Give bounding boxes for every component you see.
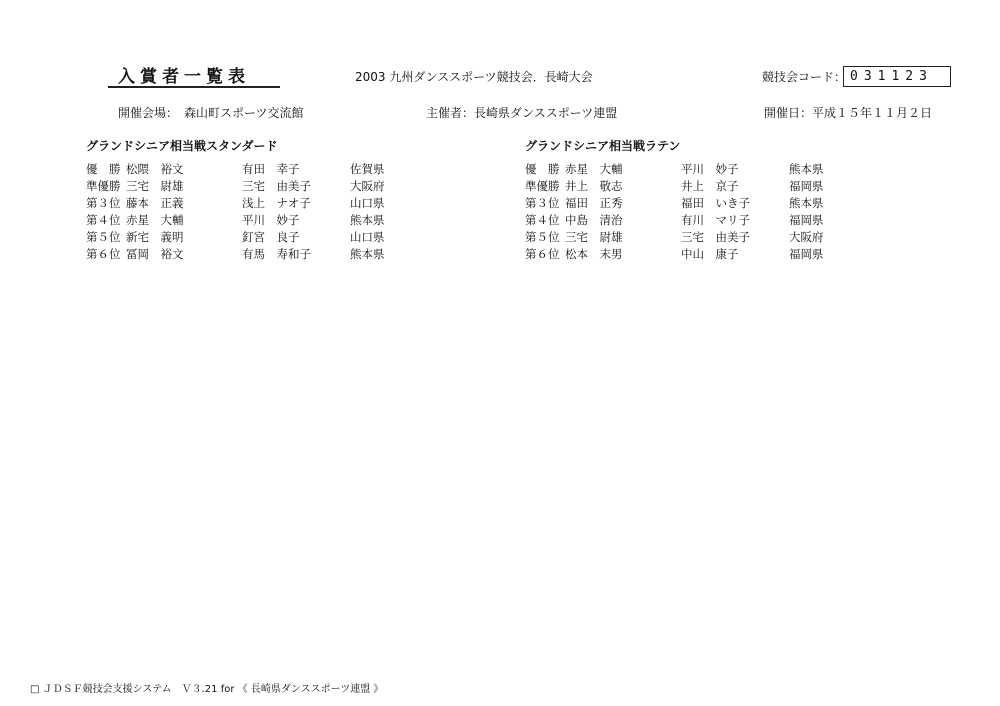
competition-code-label: 競技会コード： [762, 70, 847, 84]
partner-name: 三宅 由美子 [242, 179, 311, 193]
prefecture: 熊本県 [350, 213, 385, 227]
partner-name: 福田 いき子 [681, 196, 750, 210]
leader-name: 新宅 義明 [126, 230, 184, 244]
prefecture: 福岡県 [789, 179, 824, 193]
prefecture: 大阪府 [789, 230, 824, 244]
leader-name: 藤本 正義 [126, 196, 184, 210]
rank: 第３位 [86, 196, 121, 210]
leader-name: 井上 敬志 [565, 179, 623, 193]
prefecture: 山口県 [350, 230, 385, 244]
leader-name: 中島 清治 [565, 213, 623, 227]
partner-name: 有田 幸子 [242, 162, 300, 176]
venue: 開催会場： 森山町スポーツ交流館 [118, 106, 304, 120]
prefecture: 福岡県 [789, 247, 824, 261]
rank: 第４位 [525, 213, 560, 227]
prefecture: 熊本県 [350, 247, 385, 261]
leader-name: 三宅 尉雄 [126, 179, 184, 193]
prefecture: 福岡県 [789, 213, 824, 227]
leader-name: 三宅 尉雄 [565, 230, 623, 244]
prefecture: 熊本県 [789, 196, 824, 210]
section-title-standard: グランドシニア相当戦スタンダード [86, 139, 278, 153]
partner-name: 有川 マリ子 [681, 213, 750, 227]
rank: 準優勝 [525, 179, 560, 193]
footer-system-credit: □ ＪＤＳＦ競技会支援システム Ｖ３.21 for 《 長崎県ダンススポーツ連盟 》 [30, 684, 384, 695]
rank: 第５位 [86, 230, 121, 244]
rank: 第４位 [86, 213, 121, 227]
partner-name: 中山 康子 [681, 247, 739, 261]
rank: 優 勝 [525, 162, 560, 176]
leader-name: 冨岡 裕文 [126, 247, 184, 261]
prefecture: 佐賀県 [350, 162, 385, 176]
prefecture: 大阪府 [350, 179, 385, 193]
partner-name: 井上 京子 [681, 179, 739, 193]
leader-name: 福田 正秀 [565, 196, 623, 210]
event-date: 開催日：平成１５年１１月２日 [764, 106, 933, 120]
rank: 準優勝 [86, 179, 121, 193]
partner-name: 釘宮 良子 [242, 230, 300, 244]
rank: 第３位 [525, 196, 560, 210]
rank: 第６位 [86, 247, 121, 261]
partner-name: 平川 妙子 [242, 213, 300, 227]
leader-name: 松本 末男 [565, 247, 623, 261]
partner-name: 平川 妙子 [681, 162, 739, 176]
rank: 優 勝 [86, 162, 121, 176]
leader-name: 松隈 裕文 [126, 162, 184, 176]
partner-name: 有馬 寿和子 [242, 247, 311, 261]
event-name: 2003 九州ダンススポーツ競技会．長崎大会 [355, 70, 593, 84]
prefecture: 山口県 [350, 196, 385, 210]
prefecture: 熊本県 [789, 162, 824, 176]
partner-name: 浅上 ナオ子 [242, 196, 311, 210]
rank: 第６位 [525, 247, 560, 261]
organizer: 主催者：長崎県ダンススポーツ連盟 [426, 106, 618, 120]
page-title: 入賞者一覧表 [118, 67, 250, 87]
competition-code-value: 031123 [843, 66, 951, 87]
leader-name: 赤星 大輔 [565, 162, 623, 176]
rank: 第５位 [525, 230, 560, 244]
section-title-latin: グランドシニア相当戦ラテン [525, 139, 681, 153]
title-underline [108, 86, 280, 88]
leader-name: 赤星 大輔 [126, 213, 184, 227]
partner-name: 三宅 由美子 [681, 230, 750, 244]
